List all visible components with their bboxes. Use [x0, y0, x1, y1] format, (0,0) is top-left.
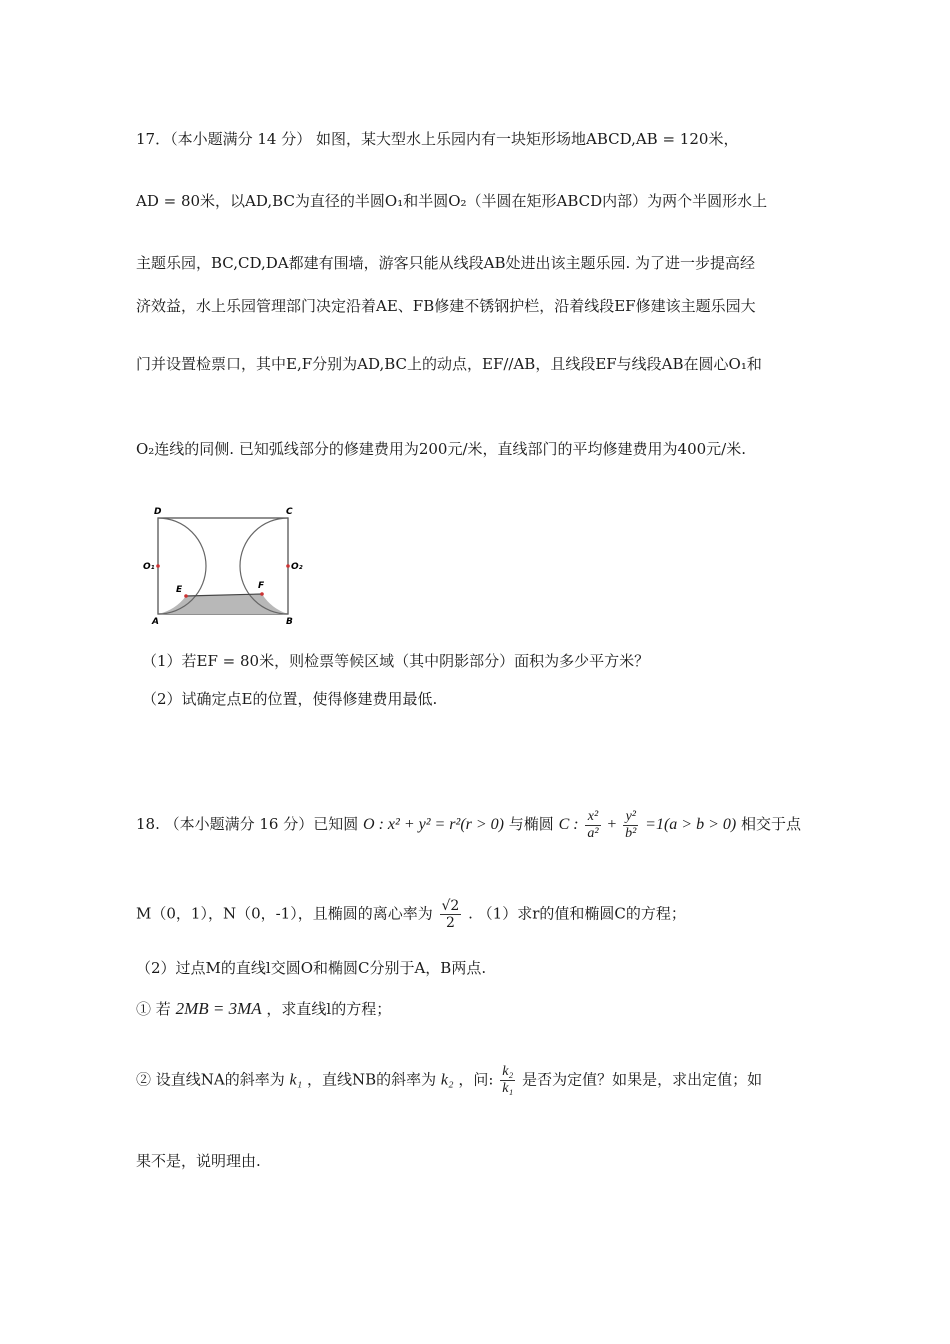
- rectangle-semicircle-diagram: [140, 502, 310, 632]
- ellipse-x-fraction: [585, 809, 600, 842]
- p18-line-4: [136, 998, 391, 1019]
- ellipse-tail: =1(a > b > 0): [645, 816, 737, 833]
- ecc-num: √2: [441, 898, 460, 914]
- p18-line-2: [136, 898, 686, 931]
- slope-k1: k₁: [289, 1071, 303, 1089]
- point-e: [184, 594, 188, 598]
- p18-line-3: （2）过点M的直线l交圆O和椭圆C分别于A，B两点.: [136, 959, 487, 977]
- label-d: D: [154, 507, 162, 517]
- ellipse-y-fraction: [623, 809, 638, 842]
- label-o1: O₁: [143, 562, 155, 572]
- p18-end: 相交于点: [740, 815, 801, 833]
- ellipse-y-num: y²: [623, 809, 638, 826]
- label-f: F: [258, 581, 265, 591]
- ellipse-prefix: C :: [558, 816, 579, 833]
- label-e: E: [176, 585, 183, 595]
- p18-line5-a: ② 设直线NA的斜率为: [136, 1070, 285, 1089]
- ecc-den: 2: [445, 915, 455, 931]
- label-a: A: [152, 617, 159, 627]
- p17-question-1: （1）若EF = 80米，则检票等候区域（其中阴影部分）面积为多少平方米？: [142, 652, 650, 670]
- shaded-region: [158, 594, 288, 614]
- condition-equation: 2MB = 3MA: [175, 999, 262, 1018]
- ellipse-x-den: a²: [587, 825, 599, 841]
- ratio-num: k₂: [502, 1064, 514, 1079]
- p18-line2-b: . （1）求r的值和椭圆C的方程；: [468, 904, 686, 923]
- p18-mid: 与椭圆: [508, 815, 554, 833]
- p18-line-1: [136, 800, 801, 842]
- p18-line-6: 果不是，说明理由.: [136, 1152, 261, 1170]
- label-c: C: [286, 507, 293, 517]
- p18-intro: 18. （本小题满分 16 分）已知圆: [136, 815, 359, 833]
- ratio-den: k₁: [502, 1081, 514, 1096]
- p17-line-5: 门并设置检票口，其中E,F分别为AD,BC上的动点，EF//AB，且线段EF与线段AB在圆心O₁和: [136, 355, 762, 373]
- point-o2: [286, 564, 290, 568]
- point-f: [260, 592, 264, 596]
- p17-line-4: 济效益，水上乐园管理部门决定沿着AE、FB修建不锈钢护栏，沿着线段EF修建该主题乐园大: [136, 297, 756, 315]
- label-b: B: [286, 617, 293, 627]
- p17-line-1: 17．（本小题满分 14 分） 如图，某大型水上乐园内有一块矩形场地ABCD,AB = 120米，: [136, 130, 739, 148]
- p17-question-2: （2）试确定点E的位置，使得修建费用最低.: [142, 690, 438, 708]
- p17-line-2: AD = 80米，以AD,BC为直径的半圆O₁和半圆O₂（半圆在矩形ABCD内部）为两个半圆形水上: [136, 192, 768, 210]
- p17-line-6: O₂连线的同侧. 已知弧线部分的修建费用为200元/米，直线部门的平均修建费用为400元/米.: [136, 440, 746, 458]
- p18-line4-b: ，求直线l的方程；: [266, 1000, 392, 1018]
- ratio-fraction: [500, 1064, 515, 1097]
- p18-line4-a: ① 若: [136, 1000, 171, 1018]
- p17-line-3: 主题乐园，BC,CD,DA都建有围墙，游客只能从线段AB处进出该主题乐园. 为了进一步提高经: [136, 254, 756, 272]
- p18-line-5: [136, 1064, 762, 1097]
- slope-k2: k₂: [440, 1071, 454, 1089]
- p18-line2-a: M（0，1），N（0，-1），且椭圆的离心率为: [136, 904, 433, 923]
- p18-line5-b: ，直线NB的斜率为: [306, 1070, 437, 1089]
- point-o1: [156, 564, 160, 568]
- label-o2: O₂: [291, 562, 303, 572]
- eccentricity-fraction: [440, 898, 462, 931]
- p18-line5-d: 是否为定值？如果是，求出定值；如: [522, 1070, 763, 1089]
- problem17-figure: [140, 502, 310, 636]
- p18-line5-c: ，问:: [458, 1070, 494, 1089]
- ellipse-plus: +: [607, 816, 617, 833]
- ellipse-x-num: x²: [585, 809, 600, 826]
- ellipse-y-den: b²: [625, 825, 637, 841]
- circle-equation: O : x² + y² = r²(r > 0): [363, 816, 505, 833]
